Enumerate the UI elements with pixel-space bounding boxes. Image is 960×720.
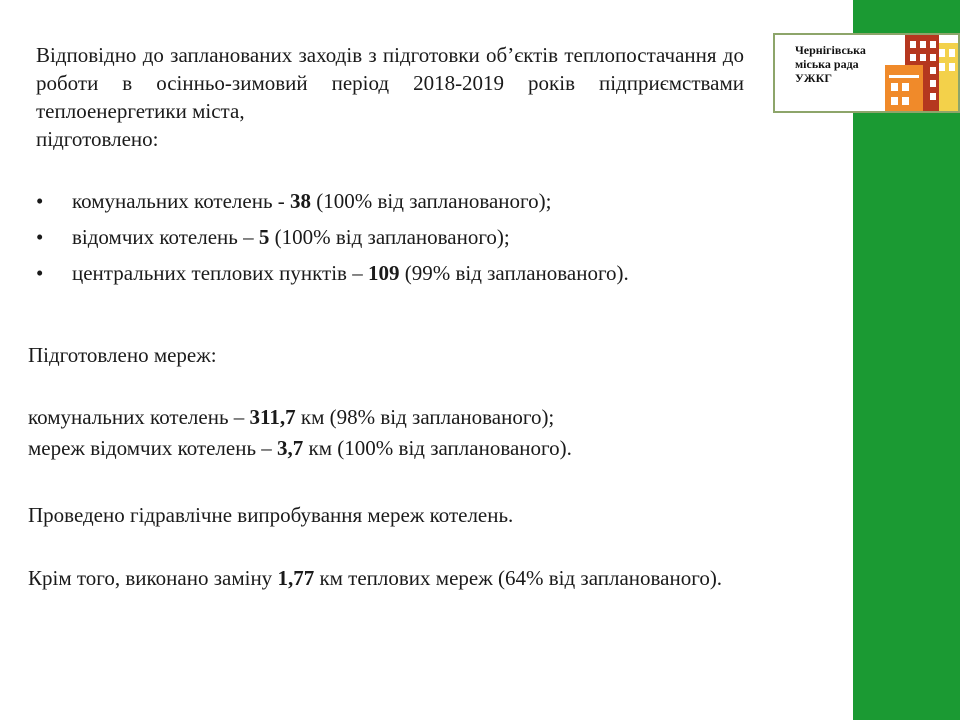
network-text: комунальних котелень –	[28, 405, 250, 429]
boiler-list	[36, 187, 796, 295]
logo-line-2: міська рада	[795, 57, 859, 71]
list-item-suffix: (99% від запланованого).	[399, 261, 629, 285]
list-item-number: 109	[367, 261, 400, 285]
network-text: мереж відомчих котелень –	[28, 436, 278, 460]
replacement-paragraph	[28, 563, 816, 593]
list-item-suffix: (100% від запланованого);	[311, 189, 552, 213]
buildings-icon	[885, 35, 960, 113]
list-item	[36, 187, 796, 223]
network-suffix: км (98% від запланованого);	[295, 405, 555, 429]
logo-text	[795, 43, 895, 85]
network-line-2	[28, 434, 572, 462]
intro-paragraph	[36, 41, 744, 153]
network-number: 3,7	[277, 436, 304, 460]
list-item-text: відомчих котелень –	[72, 225, 259, 249]
list-item-number: 5	[258, 225, 270, 249]
replacement-text: Крім того, виконано заміну	[28, 566, 278, 590]
network-suffix: км (100% від запланованого).	[303, 436, 572, 460]
hydraulic-test-text: Проведено гідравлічне випробування мереж котелень.	[28, 503, 514, 527]
networks-title: Підготовлено мереж:	[28, 343, 217, 367]
intro-text: Відповідно до запланованих заходів з підготовки об’єктів теплопостачання до роботи в осінньо-зимовий період 2018-2019 років підприємствами теплоенергетики міста,	[36, 43, 744, 123]
list-item-number: 38	[290, 189, 312, 213]
list-item-suffix: (100% від запланованого);	[269, 225, 510, 249]
logo-line-1: Чернігівська	[795, 43, 866, 57]
list-item	[36, 259, 796, 295]
list-item	[36, 223, 796, 259]
replacement-suffix: км теплових мереж (64% від запланованого).	[314, 566, 723, 590]
list-item-text: комунальних котелень -	[72, 189, 291, 213]
logo	[773, 33, 960, 113]
intro-text-last: підготовлено:	[36, 127, 159, 151]
list-item-text: центральних теплових пунктів –	[72, 261, 368, 285]
network-line-1	[28, 403, 554, 431]
logo-line-3: УЖКГ	[795, 71, 833, 85]
network-number: 311,7	[249, 405, 296, 429]
replacement-number: 1,77	[277, 566, 315, 590]
